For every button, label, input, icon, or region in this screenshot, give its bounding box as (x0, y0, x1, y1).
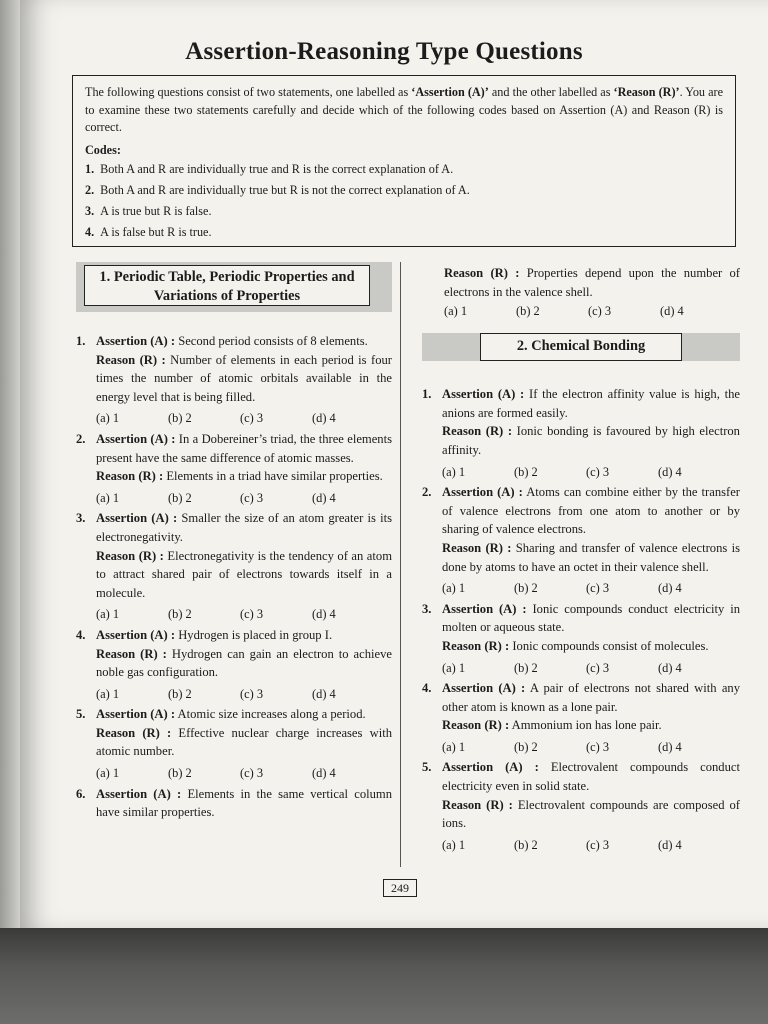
answer-options (442, 836, 740, 855)
answer-option: (b) 2 (168, 607, 192, 622)
answer-option: (b) 2 (514, 581, 538, 596)
answer-option: (a) 1 (96, 411, 120, 426)
answer-option: (b) 2 (514, 739, 538, 754)
answer-options (96, 764, 392, 783)
answer-option: (c) 3 (586, 837, 610, 852)
answer-option: (c) 3 (588, 304, 612, 319)
answer-option: (b) 2 (516, 304, 540, 319)
answer-option: (c) 3 (240, 607, 264, 622)
question-item: 4. Assertion (A) : A pair of electrons not shared with any other atom is known as a lone pair. Reason (R) : Ammonium ion has lone pair. (a) 1 (b) 2 (c) 3 (d) 4 (422, 679, 740, 756)
answer-option: (d) 4 (312, 411, 336, 426)
section-band (422, 333, 740, 361)
answer-option: (c) 3 (586, 581, 610, 596)
question-item: 2. Assertion (A) : In a Dobereiner’s triad, the three elements present have the same difference of atomic masses. Reason (R) : Elements in a triad have similar properties. (a) 1 (b) 2 (c) 3 (d) 4 (76, 430, 392, 507)
answer-options (444, 304, 740, 319)
question-item: 1. Assertion (A) : If the electron affinity value is high, the anions are formed easily. Reason (R) : Ionic bonding is favoured by high electron affinity. (a) 1 (b) 2 (c) 3 (d) 4 (422, 385, 740, 481)
answer-option: (a) 1 (96, 766, 120, 781)
answer-option: (a) 1 (96, 686, 120, 701)
question-item: 4. Assertion (A) : Hydrogen is placed in group I. Reason (R) : Hydrogen can gain an electron to achieve noble gas configuration. (a) 1 (b) 2 (c) 3 (d) 4 (76, 626, 392, 703)
answer-option: (c) 3 (240, 411, 264, 426)
answer-option: (a) 1 (442, 739, 466, 754)
answer-options (96, 489, 392, 508)
instructions-box (72, 75, 736, 247)
answer-option: (d) 4 (312, 686, 336, 701)
answer-option: (d) 4 (312, 607, 336, 622)
answer-option: (b) 2 (514, 837, 538, 852)
answer-option: (c) 3 (240, 686, 264, 701)
scan-background (0, 928, 768, 1024)
answer-options (96, 685, 392, 704)
answer-options (442, 659, 740, 678)
answer-option: (a) 1 (442, 464, 466, 479)
codes-list (85, 161, 723, 242)
answer-option: (b) 2 (514, 464, 538, 479)
answer-option: (a) 1 (96, 607, 120, 622)
answer-options (442, 738, 740, 757)
code-item: 3. A is true but R is false. (85, 204, 212, 219)
page-title: Assertion-Reasoning Type Questions (185, 38, 583, 65)
question-item: 6. Assertion (A) : Elements in the same vertical column have similar properties. (76, 786, 393, 820)
answer-option: (b) 2 (168, 766, 192, 781)
right-column (422, 264, 740, 856)
answer-option: (a) 1 (444, 304, 468, 319)
answer-option: (c) 3 (240, 766, 264, 781)
code-item: 4. A is false but R is true. (85, 225, 212, 240)
question-item: 5. Assertion (A) : Electrovalent compounds conduct electricity even in solid state. Reason (R) : Electrovalent compounds are composed of ions. (a) 1 (b) 2 (c) 3 (d) 4 (422, 758, 740, 854)
question-item: 3. Assertion (A) : Ionic compounds conduct electricity in molten or aqueous state. Reason (R) : Ionic compounds consist of molecules. (a) 1 (b) 2 (c) 3 (d) 4 (422, 600, 740, 677)
question-item: 2. Assertion (A) : Atoms can combine either by the transfer of valence electrons from one atom to another or by sharing of valence electrons. Reason (R) : Sharing and transfer of valence electrons is done by atoms to have an octet in their valence shell. (a) 1 (b) 2 (c) 3 (d) 4 (422, 483, 740, 598)
code-item: 2. Both A and R are individually true but R is not the correct explanation of A. (85, 183, 470, 198)
code-item: 1. Both A and R are individually true and R is the correct explanation of A. (85, 162, 454, 177)
answer-option: (a) 1 (442, 660, 466, 675)
answer-option: (b) 2 (168, 411, 192, 426)
answer-option: (c) 3 (586, 464, 610, 479)
book-gutter (0, 0, 20, 1024)
section-title-chemical-bonding: 2. Chemical Bonding (480, 333, 682, 361)
question-item: 1. Assertion (A) : Second period consists of 8 elements. Reason (R) : Number of elements in each period is four times the number of atomic orbitals available in the energy level that is being filled. (a) 1 (b) 2 (c) 3 (d) 4 (76, 332, 392, 428)
answer-option: (c) 3 (240, 490, 264, 505)
answer-option: (c) 3 (586, 660, 610, 675)
section-band (76, 262, 392, 312)
answer-option: (d) 4 (658, 464, 682, 479)
answer-option: (d) 4 (658, 581, 682, 596)
answer-option: (d) 4 (312, 766, 336, 781)
codes-heading: Codes: (85, 142, 121, 157)
answer-option: (b) 2 (168, 686, 192, 701)
answer-option: (c) 3 (586, 739, 610, 754)
answer-options (442, 463, 740, 482)
left-column (76, 262, 392, 824)
answer-option: (d) 4 (312, 490, 336, 505)
answer-option: (b) 2 (514, 660, 538, 675)
instructions-text: The following questions consist of two statements, one labelled as ‘Assertion (A)’ and the other labelled as ‘Reason (R)’. You are to examine these two statements carefully and decide which of the following codes based on Assertion (A) and Reason (R) is correct. (85, 85, 723, 135)
question-item: 3. Assertion (A) : Smaller the size of an atom greater is its electronegativity. Reason (R) : Electronegativity is the tendency of an atom to attract shared pair of electrons towards itself in a molecule. (a) 1 (b) 2 (c) 3 (d) 4 (76, 509, 392, 624)
answer-option: (a) 1 (442, 581, 466, 596)
answer-option: (d) 4 (658, 739, 682, 754)
answer-option: (a) 1 (442, 837, 466, 852)
continued-question: Reason (R) : Properties depend upon the number of electrons in the valence shell. (444, 266, 740, 299)
answer-option: (d) 4 (658, 660, 682, 675)
answer-option: (d) 4 (658, 837, 682, 852)
answer-options (442, 579, 740, 598)
answer-options (96, 409, 392, 428)
page-number: 249 (383, 879, 417, 897)
answer-options (96, 605, 392, 624)
answer-option: (d) 4 (660, 304, 684, 319)
question-item: 5. Assertion (A) : Atomic size increases along a period. Reason (R) : Effective nuclear charge increases with atomic number. (a) 1 (b) 2 (c) 3 (d) 4 (76, 705, 392, 782)
answer-option: (a) 1 (96, 490, 120, 505)
answer-option: (b) 2 (168, 490, 192, 505)
column-divider (400, 262, 401, 867)
section-title-periodic-table: 1. Periodic Table, Periodic Properties and Variations of Properties (84, 265, 370, 306)
